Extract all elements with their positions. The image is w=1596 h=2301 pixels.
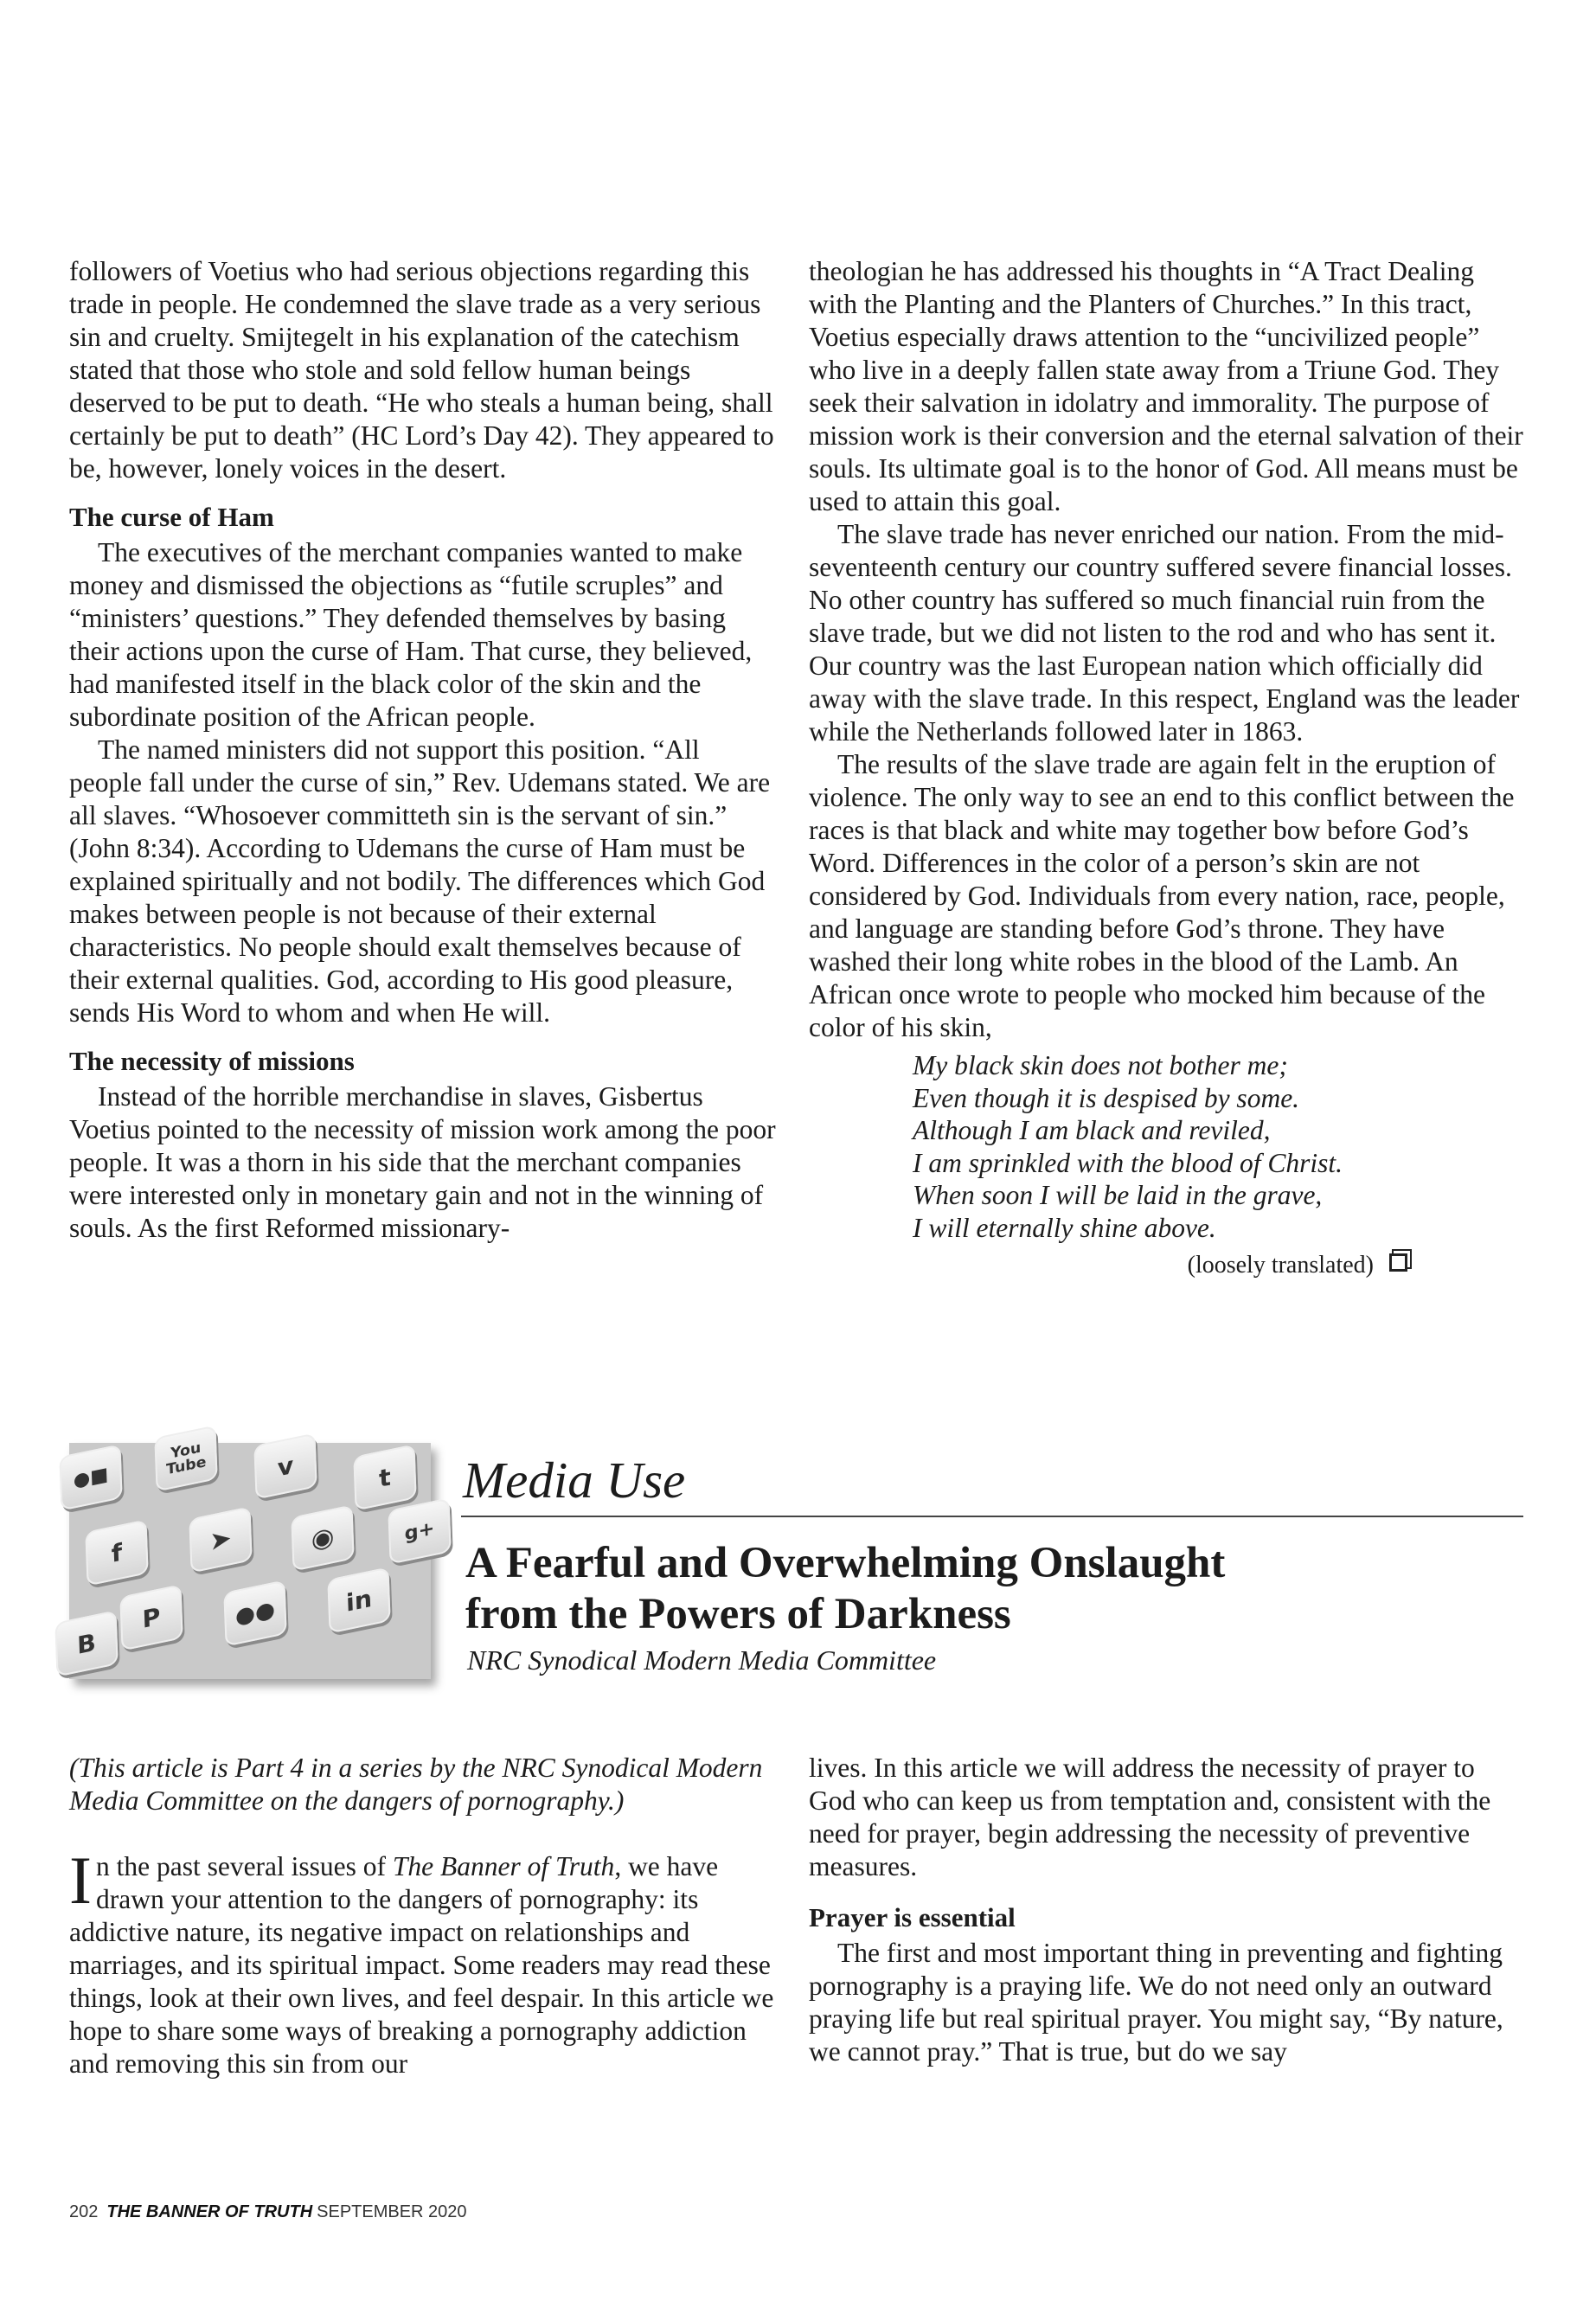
social-media-keyboard-image [69, 1439, 435, 1679]
instagram-icon: ◉ [291, 1504, 354, 1571]
section-divider [461, 1516, 1523, 1517]
paragraph-tract: theologian he has addressed his thoughts in “A Tract Dealing with the Planting and the Planters of Churches.” In this tract, Voetius especially draws attention to the “uncivilized people” who live in a deeply fallen state away from a Triune God. They seek their salvation in idolatry and immorality. The purpose of mission work is their conversion and the eternal salvation of their souls. Its ultimate goal is to the honor of God. All means must be used to attain this goal. [809, 256, 1523, 516]
poem [913, 1049, 1527, 1244]
top-left-column [69, 255, 779, 1245]
blogger-icon: B [54, 1610, 118, 1676]
article-title-line: from the Powers of Darkness [465, 1590, 1011, 1638]
paragraph-slave-trade-losses: The slave trade has never enriched our nation. From the mid-seventeenth century our country suffered severe financial losses. No other country has suffered so much financial ruin from the slave trade, but we did not listen to the rod and who has sent it. Our country was the last European nation which officially did away with the slave trade. In this respect, England was the leader while the Netherlands followed later in 1863. [809, 519, 1520, 747]
poem-line: Even though it is despised by some. [913, 1082, 1300, 1113]
paragraph-praying-life: The first and most important thing in preventing and fighting pornography is a praying life. We do not need only an outward praying life but real spiritual prayer. You might say, “By nature, we cannot pray.” That is true, but do we say [809, 1938, 1503, 2067]
heading-curse-of-ham: The curse of Ham [69, 502, 274, 532]
poem-line: I will eternally shine above. [913, 1212, 1216, 1243]
section-title: Media Use [463, 1452, 686, 1509]
article-title-line: A Fearful and Overwhelming Onslaught [465, 1539, 1226, 1587]
page-number: 202 [69, 2202, 99, 2221]
youtube-icon: You Tube [154, 1425, 217, 1491]
end-mark-icon [1389, 1253, 1407, 1272]
paragraph-results-of-slave-trade: The results of the slave trade are again felt in the eruption of violence. The only way to see an end to this conflict between the races is that black and white may together bow before God’s Word. Differences in the color of a person’s skin are not considered by God. Individuals from every nation, race, people, and language are standing before God’s throne. They have washed their long white robes in the blood of the Lamb. An African once wrote to people who mocked him because of the color of his skin, [809, 749, 1515, 1042]
poem-line: I am sprinkled with the blood of Christ. [913, 1147, 1343, 1178]
series-note: (This article is Part 4 in a series by the NRC Synodical Modern Media Committee on the dangers of pornography.) [69, 1753, 763, 1816]
vine-icon: v [253, 1433, 317, 1499]
heading-prayer-is-essential: Prayer is essential [809, 1902, 1016, 1932]
paragraph-merchant-executives: The executives of the merchant companies wanted to make money and dismissed the objections as “futile scruples” and “ministers’ questions.” They defended themselves by basing their actions upon the curse of Ham. That curse, they believed, had manifested itself in the black color of the skin and the subordinate position of the African people. [69, 537, 753, 732]
paragraph-mission-work: Instead of the horrible merchandise in slaves, Gisbertus Voetius pointed to the necessity of mission work among the poor people. It was a thorn in his side that the merchant companies were interested only in monetary gain and not in the winning of souls. As the first Reformed missionary- [69, 1081, 776, 1243]
linkedin-icon: in [327, 1567, 390, 1633]
twitter-icon: ➤ [189, 1506, 252, 1573]
lead-paragraph: In the past several issues of The Banner of Truth, we have drawn your attention to the dangers of pornography: its addictive nature, its negative impact on relationships and marriages, and its spiritual impact. Some readers may read these things, look at their own lives, and feel despair. In this article we hope to share some ways of breaking a pornography addiction and removing this sin from our [69, 1843, 774, 2079]
magazine-name: THE BANNER OF TRUTH [106, 2202, 313, 2221]
drop-cap: I [69, 1843, 92, 1918]
bottom-right-column [809, 1752, 1527, 2068]
bottom-left-column [69, 1752, 779, 2080]
article-byline: NRC Synodical Modern Media Committee [467, 1644, 937, 1676]
paragraph-prayer-intro: lives. In this article we will address the necessity of prayer to God who can keep us from temptation and, consistent with the need for prayer, begin addressing the necessity of preventive measures. [809, 1753, 1491, 1881]
poem-line: When soon I will be laid in the grave, [913, 1180, 1323, 1210]
camera-icon: ●■ [59, 1444, 122, 1510]
pinterest-icon: P [119, 1584, 183, 1650]
flickr-icon: ●● [223, 1580, 286, 1646]
paragraph-voetius-followers: followers of Voetius who had serious objections regarding this trade in people. He condemned the slave trade as a very serious sin and cruelty. Smijtegelt in his explanation of the catechism stated that those who stole and sold fellow human beings deserved to be put to death. “He who steals a human being, shall certainly be put to death” (HC Lord’s Day 42). They appeared to be, however, lonely voices in the desert. [69, 256, 774, 484]
issue-date: SEPTEMBER 2020 [317, 2202, 467, 2221]
poem-line: My black skin does not bother me; [913, 1050, 1288, 1080]
magazine-title-reference: The Banner of Truth [392, 1851, 615, 1881]
translation-note [809, 1249, 1527, 1282]
poem-line: Although I am black and reviled, [913, 1115, 1271, 1145]
google-plus-icon: g+ [388, 1497, 451, 1564]
tumblr-icon: t [353, 1444, 416, 1510]
paragraph-named-ministers: The named ministers did not support this position. “All people fall under the curse of sin,” Rev. Udemans stated. We are all slaves. “Whosoever committeth sin is the servant of sin.” (John 8:34). According to Udemans the curse of Ham must be explained spiritually and not bodily. The differences which God makes between people is not because of their external characteristics. No people should exalt themselves because of their external qualities. God, according to His good pleasure, sends His Word to whom and when He will. [69, 734, 771, 1028]
heading-necessity-of-missions: The necessity of missions [69, 1046, 355, 1076]
facebook-icon: f [85, 1519, 148, 1586]
top-right-column [809, 255, 1527, 1282]
page-footer [69, 2202, 467, 2222]
article-title [465, 1538, 1225, 1640]
translation-note-text: (loosely translated) [1187, 1252, 1374, 1279]
